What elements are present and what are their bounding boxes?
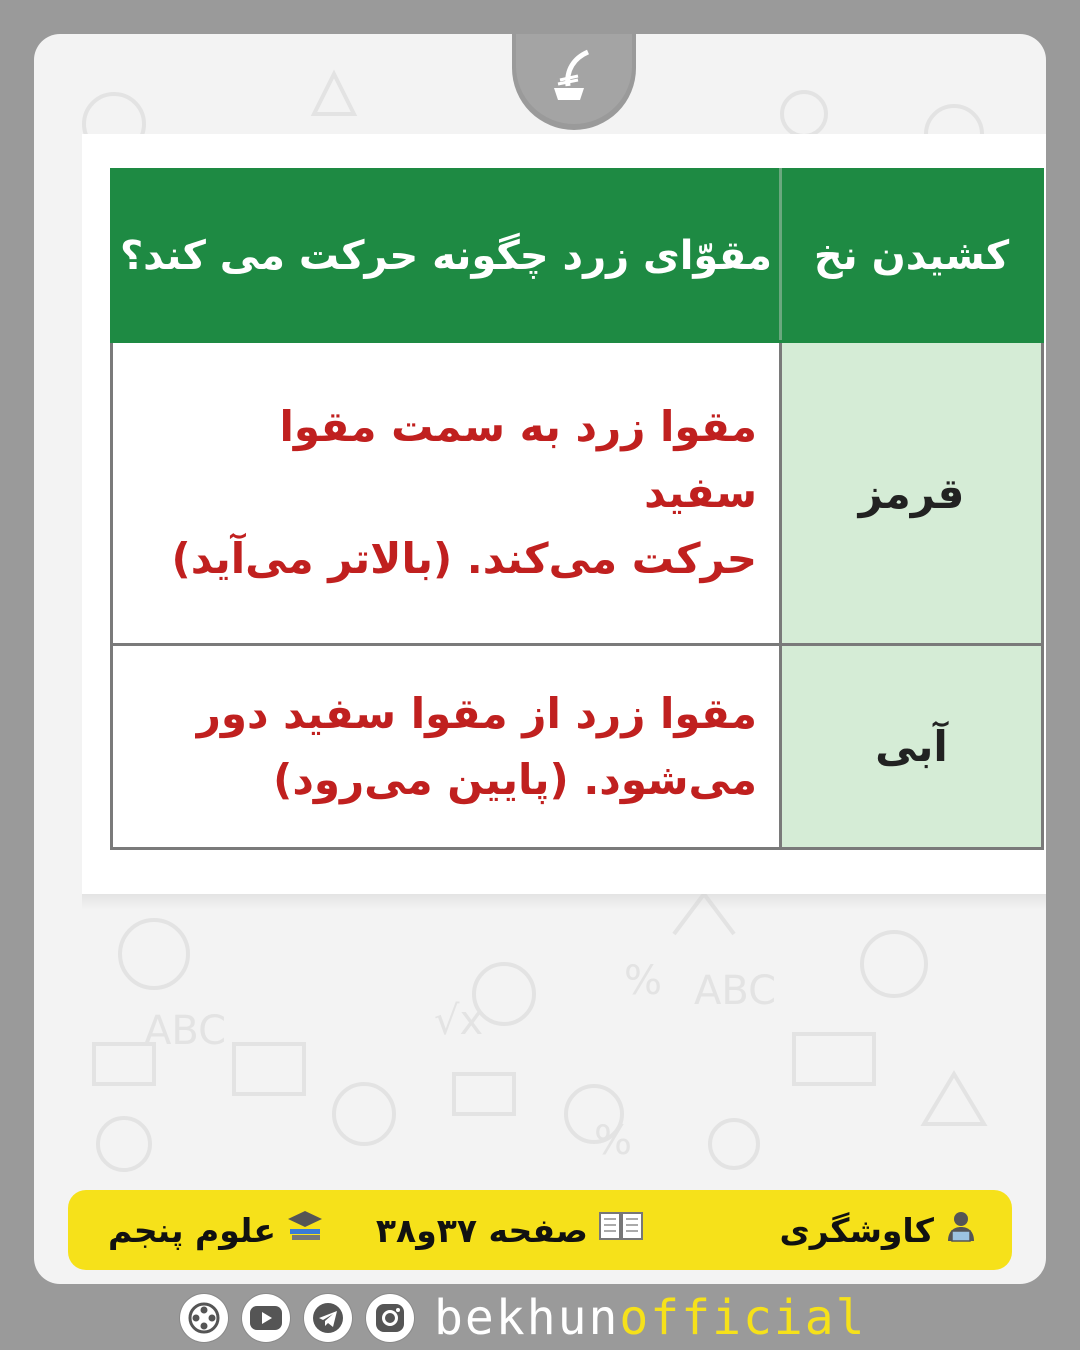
svg-text:%: %: [594, 1118, 633, 1164]
social-brand-row: [180, 1288, 900, 1348]
result-line: مقوا زرد به سمت مقوا سفید: [279, 402, 757, 518]
reader-icon: [944, 1209, 978, 1251]
table-row: [112, 645, 1043, 849]
svg-text:ABC: ABC: [144, 1008, 227, 1054]
subject-label: علوم پنجم: [108, 1210, 276, 1250]
table-header-row: [112, 170, 1043, 342]
result-line: حرکت می‌کند. (بالاتر می‌آید): [171, 534, 757, 584]
open-book-icon: [598, 1209, 644, 1251]
svg-text:%: %: [624, 958, 663, 1004]
footer-subject: [108, 1209, 324, 1251]
footer-center: [108, 1209, 644, 1251]
footer-bar: [68, 1190, 1012, 1270]
table-image: [82, 134, 1046, 894]
youtube-icon[interactable]: [242, 1294, 290, 1342]
result-cell: [112, 342, 781, 645]
thread-cell: آبی: [781, 645, 1043, 849]
brand-name-part2: official: [619, 1290, 867, 1346]
content-card: [34, 34, 1046, 1284]
graduation-books-icon: [286, 1209, 324, 1251]
header-thread: کشیدن نخ: [781, 170, 1043, 342]
brand-name[interactable]: [434, 1288, 867, 1348]
film-reel-icon[interactable]: [180, 1294, 228, 1342]
result-line: می‌شود. (پایین می‌رود): [273, 754, 757, 804]
brand-name-part1: bekhun: [434, 1290, 620, 1346]
header-result: مقوّای زرد چگونه حرکت می کند؟: [112, 170, 781, 342]
footer-section: [779, 1209, 978, 1251]
table-row: [112, 342, 1043, 645]
footer-pages: [376, 1209, 644, 1251]
svg-text:ABC: ABC: [694, 968, 777, 1014]
telegram-icon[interactable]: [304, 1294, 352, 1342]
pages-label: صفحه ۳۷و۳۸: [375, 1210, 588, 1250]
results-table: [110, 168, 1044, 850]
svg-text:√x: √x: [434, 998, 484, 1044]
instagram-icon[interactable]: [366, 1294, 414, 1342]
thread-cell: قرمز: [781, 342, 1043, 645]
section-label: کاوشگری: [779, 1210, 934, 1250]
result-line: مقوا زرد از مقوا سفید دور: [196, 688, 757, 738]
result-cell: [112, 645, 781, 849]
